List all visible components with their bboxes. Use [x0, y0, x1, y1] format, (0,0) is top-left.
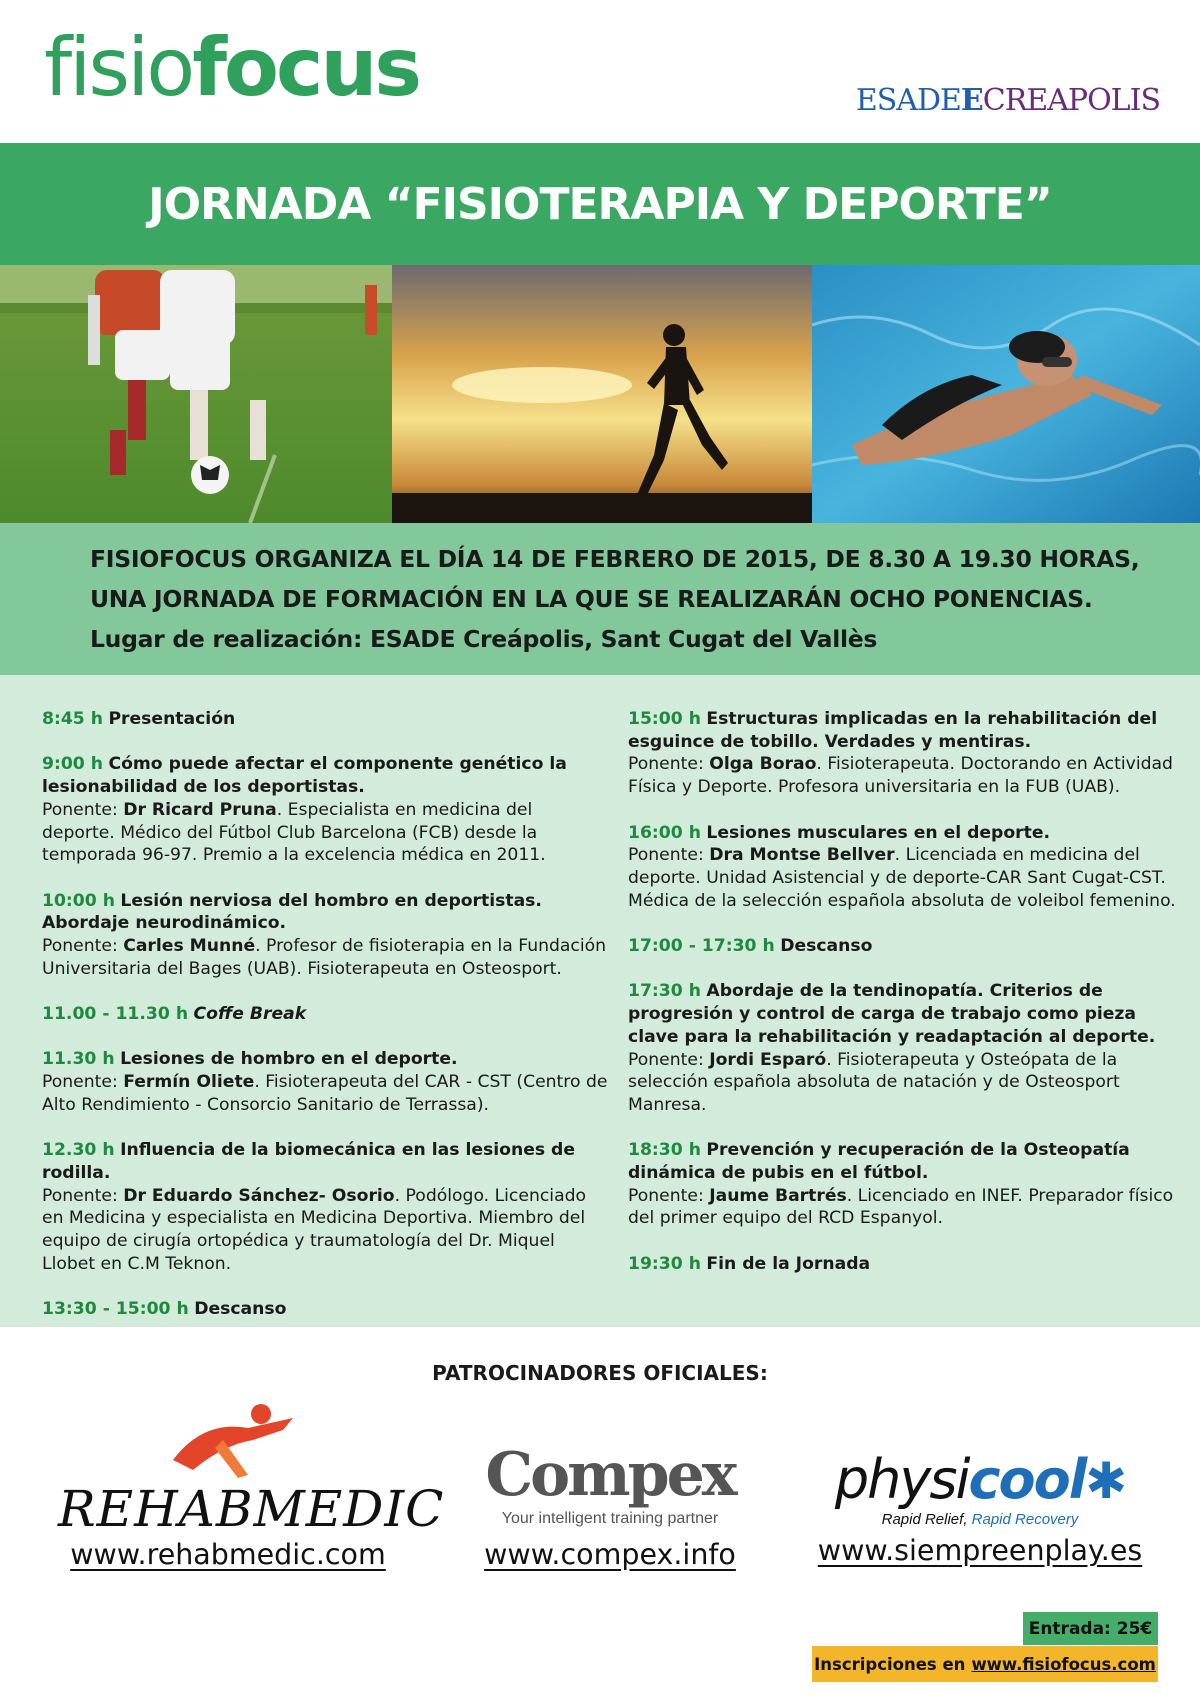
- program-item: [42, 708, 610, 731]
- speaker-desc: . Podólogo. Licenciado en Medicina y especialista en Medicina Deportiva. Miembro del equipo de cirugía ortopédica y traumatología del Dr. Miquel Llobet en C.M Teknon.: [42, 1185, 587, 1274]
- program-item: [628, 935, 1176, 958]
- venue-line: Lugar de realización: ESADE Creápolis, Sant Cugat del Vallès: [90, 625, 878, 653]
- program-item: [628, 1253, 1176, 1276]
- program-left-column: [42, 708, 610, 1344]
- speaker-desc: . Profesor de fisioterapia en la Fundación Universitaria del Bages (UAB). Fisioterapeuta en Osteosport.: [42, 936, 607, 979]
- speaker-name: Olga Borao: [709, 754, 817, 775]
- session-title: Cómo puede afectar el componente genético la lesionabilidad de los deportistas.: [42, 754, 567, 798]
- session-title: Influencia de la biomecánica en las lesiones de rodilla.: [42, 1140, 576, 1183]
- speaker-desc: . Especialista en medicina del deporte. Médico del Fútbol Club Barcelona (FCB) desde la temporada 96-97. Premio a la excelencia médica en 2011.: [42, 799, 546, 866]
- program-right-column: [628, 708, 1176, 1298]
- sponsors-title: PATROCINADORES OFICIALES:: [432, 1361, 768, 1385]
- snowflake-icon: ✱: [1085, 1452, 1126, 1510]
- speaker-prefix: Ponente:: [42, 1185, 124, 1206]
- session-title: Descanso: [194, 1299, 287, 1320]
- program-item: [42, 890, 610, 981]
- speaker-prefix: Ponente:: [42, 936, 124, 956]
- session-time: 16:00 h: [628, 822, 701, 843]
- speaker-prefix: Ponente:: [628, 1185, 710, 1206]
- program-item: [42, 753, 610, 867]
- session-title: Lesiones de hombro en el deporte.: [120, 1049, 458, 1070]
- compex-link[interactable]: www.compex.info: [484, 1538, 736, 1571]
- session-time: 15:00 h: [628, 709, 701, 729]
- rehabmedic-runner-icon: [153, 1400, 303, 1480]
- program-item: [42, 1139, 610, 1275]
- session-time: 10:00 h: [42, 890, 115, 911]
- speaker-name: Carles Munné: [123, 936, 256, 956]
- session-title: Descanso: [780, 936, 873, 956]
- speaker-prefix: Ponente:: [42, 1072, 124, 1093]
- compex-logo-text: Compex: [485, 1440, 735, 1510]
- session-time: 11.30 h: [42, 1049, 115, 1070]
- session-title: Presentación: [108, 709, 236, 729]
- speaker-name: Jordi Esparó: [709, 1049, 827, 1070]
- speaker-name: Dr Ricard Pruna: [123, 799, 277, 820]
- intro-line-1: FISIOFOCUS ORGANIZA EL DÍA 14 DE FEBRERO DE 2015, DE 8.30 A 19.30 HORAS,: [90, 545, 1140, 573]
- session-time: 11.00 - 11.30 h: [42, 1004, 189, 1025]
- rehabmedic-logo-text: REHABMEDIC: [58, 1480, 445, 1538]
- fisiofocus-logo[interactable]: fisiofocus: [44, 21, 420, 114]
- session-title: Coffe Break: [193, 1004, 307, 1025]
- program-item: [628, 980, 1176, 1116]
- title-band: [0, 143, 1200, 265]
- session-title: Prevención y recuperación de la Osteopatía dinámica de pubis en el fútbol.: [628, 1140, 1130, 1183]
- photo-strip: [0, 265, 1200, 523]
- session-time: 13:30 - 15:00 h: [42, 1299, 189, 1320]
- speaker-prefix: Ponente:: [42, 799, 124, 820]
- program-item: [628, 1139, 1176, 1230]
- program-item: [628, 708, 1176, 799]
- speaker-name: Fermín Oliete: [123, 1072, 255, 1093]
- page-title: JORNADA “FISIOTERAPIA Y DEPORTE”: [148, 178, 1052, 230]
- registration-text: Inscripciones en: [814, 1654, 966, 1674]
- program-item: [42, 1048, 610, 1116]
- intro-line-2: UNA JORNADA DE FORMACIÓN EN LA QUE SE REALIZARÁN OCHO PONENCIAS.: [90, 585, 1093, 613]
- speaker-desc: . Fisioterapeuta y Osteópata de la selección española absoluta de natación y de Osteosport Manresa.: [628, 1049, 1120, 1115]
- speaker-desc: . Licenciada en medicina del deporte. Unidad Asistencial y de deporte-CAR Sant Cugat-CST. Médica de la selección española absoluta de voleibol femenino.: [628, 845, 1176, 911]
- sponsor-compex: [470, 1440, 750, 1571]
- swimmer-photo: [812, 265, 1200, 523]
- speaker-name: Dr Eduardo Sánchez- Osorio: [123, 1185, 395, 1206]
- esade-creapolis-logo[interactable]: ESADEECREAPOLIS: [855, 83, 1160, 118]
- program-item: [628, 822, 1176, 913]
- session-title: Estructuras implicadas en la rehabilitación del esguince de tobillo. Verdades y mentiras.: [628, 709, 1158, 752]
- speaker-prefix: Ponente:: [628, 845, 710, 866]
- rehabmedic-link[interactable]: www.rehabmedic.com: [70, 1538, 386, 1571]
- program-item: [42, 1003, 610, 1026]
- registration-link[interactable]: www.fisiofocus.com: [971, 1654, 1156, 1674]
- session-time: 17:00 - 17:30 h: [628, 936, 775, 956]
- sponsor-rehabmedic: [58, 1400, 445, 1571]
- speaker-desc: . Fisioterapeuta. Doctorando en Actividad Física y Deporte. Profesora universitaria en la FUB (UAB).: [628, 754, 1173, 798]
- intro-band: [0, 523, 1200, 675]
- session-title: Lesión nerviosa del hombro en deportistas. Abordaje neurodinámico.: [42, 890, 542, 934]
- speaker-desc: . Licenciado en INEF. Preparador físico del primer equipo del RCD Espanyol.: [628, 1185, 1174, 1229]
- price-badge: Entrada: 25€: [1023, 1612, 1158, 1645]
- runner-sunset-photo: [392, 265, 812, 523]
- physicool-link[interactable]: www.siempreenplay.es: [817, 1534, 1143, 1567]
- session-time: 12.30 h: [42, 1140, 115, 1161]
- program-item: [42, 1298, 610, 1321]
- program-section: [0, 675, 1200, 1327]
- session-title: Abordaje de la tendinopatía. Criterios de progresión y control de carga de trabajo como pieza clave para la rehabilitación y readaptación al deporte.: [628, 981, 1156, 1047]
- session-time: 8:45 h: [42, 709, 103, 729]
- registration-banner: [812, 1646, 1158, 1682]
- header: [0, 0, 1200, 143]
- speaker-desc: . Fisioterapeuta del CAR - CST (Centro de Alto Rendimiento - Consorcio Sanitario de Terrassa).: [42, 1072, 608, 1115]
- session-time: 18:30 h: [628, 1140, 701, 1161]
- speaker-prefix: Ponente:: [628, 1049, 710, 1070]
- session-time: 17:30 h: [628, 981, 701, 1002]
- compex-tagline: Your intelligent training partner: [501, 1510, 719, 1527]
- speaker-name: Jaume Bartrés: [709, 1185, 847, 1206]
- session-title: Lesiones musculares en el deporte.: [706, 822, 1051, 843]
- physicool-logo-text: physicool✱: [834, 1448, 1126, 1511]
- session-title: Fin de la Jornada: [706, 1253, 871, 1274]
- soccer-photo: [0, 265, 392, 523]
- physicool-tagline: Rapid Relief, Rapid Recovery: [881, 1511, 1079, 1528]
- session-time: 19:30 h: [628, 1253, 701, 1274]
- speaker-prefix: Ponente:: [628, 754, 710, 775]
- sponsor-physicool: [800, 1448, 1160, 1567]
- speaker-name: Dra Montse Bellver: [709, 845, 895, 866]
- session-time: 9:00 h: [42, 754, 103, 775]
